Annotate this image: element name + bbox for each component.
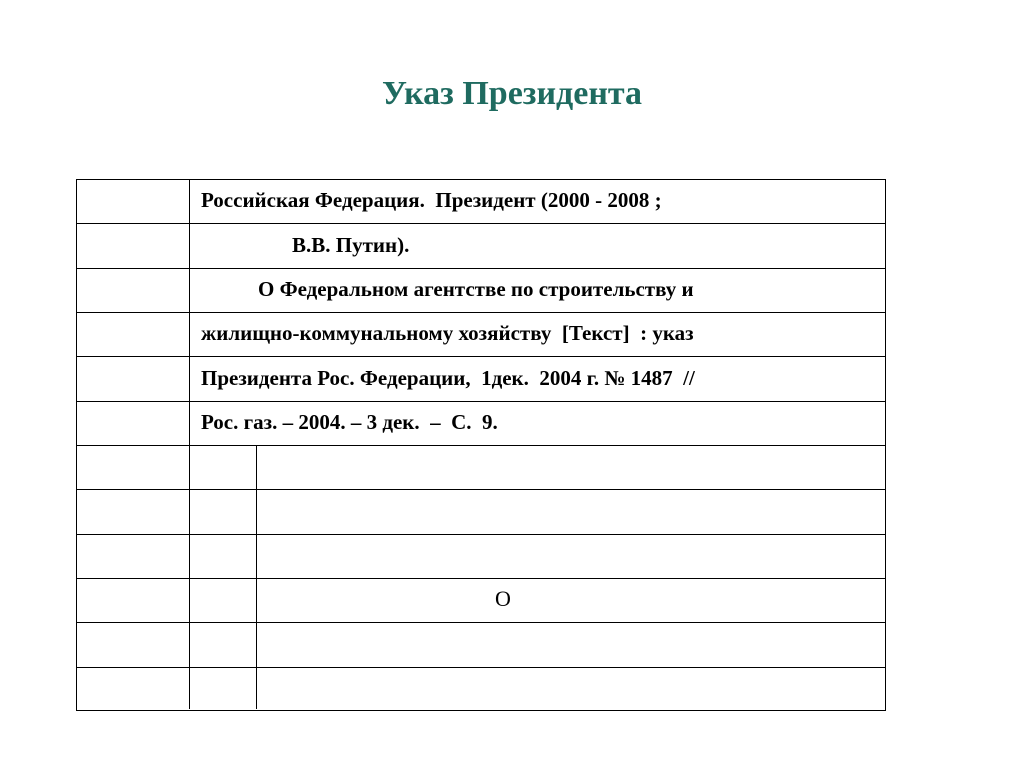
card-rule bbox=[77, 489, 885, 490]
card-rule bbox=[77, 401, 885, 402]
card-text-line-3: О Федеральном агентстве по строительству и bbox=[258, 277, 694, 301]
punch-hole-mark: О bbox=[495, 586, 511, 611]
card-rule bbox=[77, 223, 885, 224]
card-indent-line bbox=[256, 445, 257, 709]
slide-title: Указ Президента bbox=[381, 75, 643, 112]
card-rule bbox=[77, 578, 885, 579]
card-margin-line bbox=[189, 180, 190, 709]
card-text-line-4: жилищно-коммунальному хозяйству [Текст] : указ bbox=[201, 321, 694, 345]
card-text-line-6: Рос. газ. – 2004. – 3 дек. – С. 9. bbox=[201, 410, 498, 434]
card-rule bbox=[77, 268, 885, 269]
catalog-card bbox=[76, 179, 886, 711]
card-rule bbox=[77, 312, 885, 313]
card-text-line-1: Российская Федерация. Президент (2000 - 2008 ; bbox=[201, 188, 662, 212]
card-rule bbox=[77, 622, 885, 623]
card-text-line-5: Президента Рос. Федерации, 1дек. 2004 г. № 1487 // bbox=[201, 366, 695, 390]
card-rule bbox=[77, 445, 885, 446]
card-rule bbox=[77, 534, 885, 535]
card-text-line-2: В.В. Путин). bbox=[292, 233, 410, 257]
card-rule bbox=[77, 356, 885, 357]
card-rule bbox=[77, 667, 885, 668]
